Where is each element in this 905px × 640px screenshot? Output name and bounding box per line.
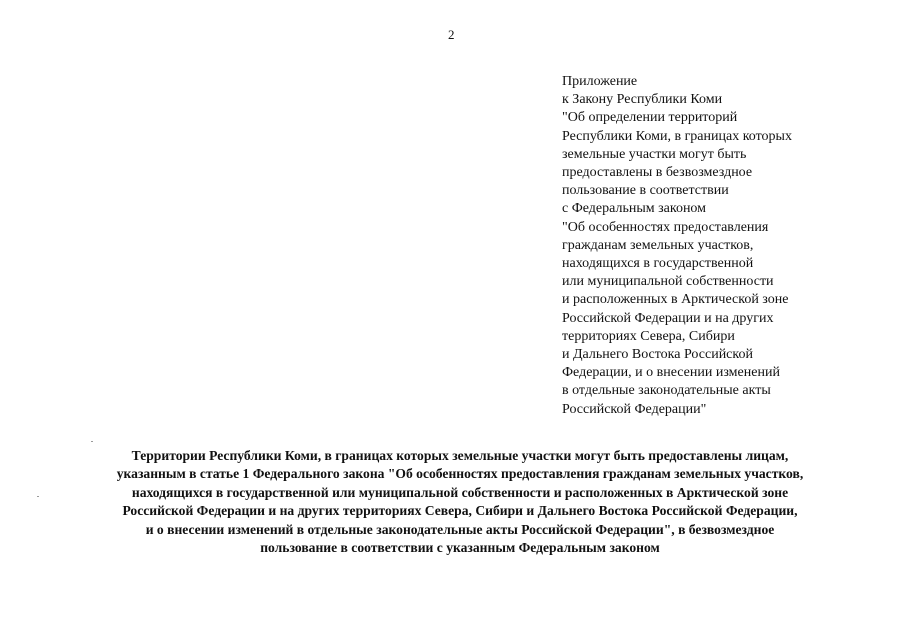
appendix-line: территориях Севера, Сибири bbox=[562, 328, 735, 344]
appendix-header bbox=[562, 73, 882, 419]
appendix-line: гражданам земельных участков, bbox=[562, 237, 754, 253]
scan-artifact bbox=[91, 441, 93, 442]
scan-artifact bbox=[37, 496, 39, 497]
document-title bbox=[60, 447, 860, 557]
appendix-line: и расположенных в Арктической зоне bbox=[562, 292, 789, 308]
appendix-line: Федерации, и о внесении изменений bbox=[562, 365, 780, 381]
appendix-line: земельные участки могут быть bbox=[562, 146, 747, 162]
appendix-line: Российской Федерации и на других bbox=[562, 310, 774, 326]
title-line: Российской Федерации и на других территориях Севера, Сибири и Дальнего Востока Российской Федерации, bbox=[122, 503, 798, 519]
appendix-line: пользование в соответствии bbox=[562, 183, 729, 199]
title-line: и о внесении изменений в отдельные законодательные акты Российской Федерации", в безвозмездное bbox=[145, 521, 775, 537]
appendix-line: Республики Коми, в границах которых bbox=[562, 128, 792, 144]
appendix-line: предоставлены в безвозмездное bbox=[562, 165, 753, 181]
appendix-line: Российской Федерации" bbox=[562, 401, 707, 417]
appendix-line: находящихся в государственной bbox=[562, 256, 754, 272]
appendix-line: к Закону Республики Коми bbox=[562, 92, 723, 108]
title-line: указанным в статье 1 Федерального закона "Об особенностях предоставления гражданам земельных участков, bbox=[116, 466, 804, 482]
appendix-line: с Федеральным законом bbox=[562, 201, 707, 217]
appendix-line: "Об особенностях предоставления bbox=[562, 219, 769, 235]
title-line: находящихся в государственной или муниципальной собственности и расположенных в Арктической зоне bbox=[131, 484, 789, 500]
appendix-line: в отдельные законодательные акты bbox=[562, 383, 771, 399]
page-number: 2 bbox=[448, 27, 455, 42]
appendix-line: Приложение bbox=[562, 74, 638, 89]
appendix-line: "Об определении территорий bbox=[562, 110, 738, 126]
title-line: пользование в соответствии с указанным Федеральным законом bbox=[260, 540, 660, 556]
appendix-line: или муниципальной собственности bbox=[562, 274, 774, 290]
appendix-line: и Дальнего Востока Российской bbox=[562, 347, 753, 363]
title-line: Территории Республики Коми, в границах которых земельные участки могут быть предоставлены лицам, bbox=[131, 448, 789, 463]
